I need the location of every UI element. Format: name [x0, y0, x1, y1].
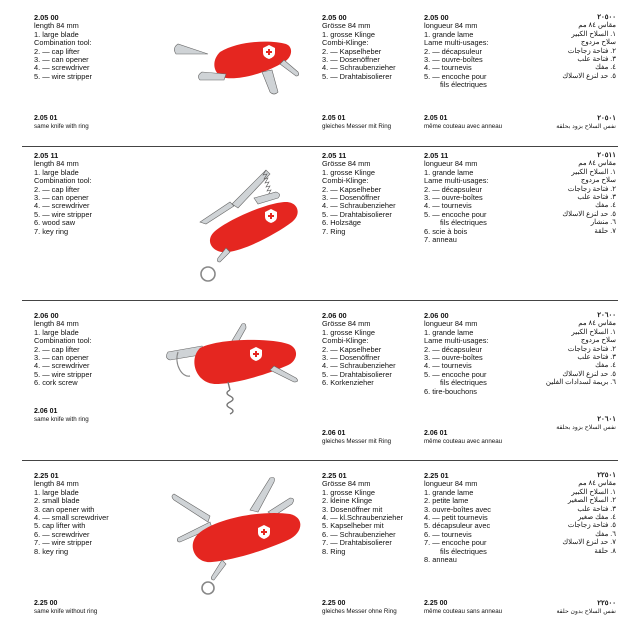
catalog-entry [0, 312, 640, 452]
variant-note-en: 2.05 01 same knife with ring [34, 115, 89, 130]
section-divider [22, 300, 618, 301]
description-fr: 2.05 00 longueur 84 mm 1. grande lame Lame multi-usages: 2. — décapsuleur 3. — ouvre-boîtes 4. — tournevis 5. — encoche pour fils électriques [424, 13, 489, 90]
article-code: 2.05 00 [34, 13, 59, 22]
variant-note-ar: ٢٠٥٠١ نفس السلاح بزود بحلقة [556, 115, 616, 130]
description-ar: ٢٢٥٠١ مقاس ٨٤ مم ١. السلاح الكبير ٢. السلاح الصغير ٣. فتاحة علب ٤. مفك صغير ٥. فتاحة زجاجات ٦. مفك ٧. حد لنزع الاسلاك ٨. حلقة [562, 472, 616, 555]
section-divider [22, 460, 618, 461]
variant-note-fr: 2.25 00 même couteau sans anneau [424, 600, 503, 615]
knife-illustration [170, 162, 320, 287]
variant-note-ar: ٢٢٥٠٠ نفس السلاح بدون حلقة [556, 600, 616, 615]
description-fr: 2.25 01 longueur 84 mm 1. grande lame 2. petite lame 3. ouvre-boîtes avec 4. — petit tournevis 5. décapsuleur avec 6. — tournevis 7. — encoche pour fils électriques 8. anneau [424, 471, 491, 565]
catalog-entry [0, 152, 640, 302]
knife-illustration [150, 318, 310, 428]
description-ar: ٢٠٥٠٠ مقاس ٨٤ مم ١. السلاح الكبير سلاح مزدوج ٢. فتاحة زجاجات ٣. فتاحة علب ٤. مفك ٥. حد لنزع الاسلاك [562, 14, 616, 80]
catalog-entry [0, 472, 640, 627]
variant-note-en: 2.25 00 same knife without ring [34, 600, 98, 615]
description-en: 2.25 01 length 84 mm 1. large blade 2. small blade 3. can opener with 4. — small screwdriver 5. cap lifter with 6. — screwdriver 7. — wire stripper 8. key ring [34, 472, 184, 556]
variant-note-fr: 2.06 01 même couteau avec anneau [424, 430, 503, 445]
description-ar: ٢٠٥١١ مقاس ٨٤ مم ١. السلاح الكبير سلاح مزدوج ٢. فتاحة زجاجات ٣. فتاحة علب ٤. مفك ٥. حد لنزع الاسلاك ٦. منشار ٧. حلقة [562, 152, 616, 235]
description-ar: ٢٠٦٠٠ مقاس ٨٤ مم ١. السلاح الكبير سلاح مزدوج ٢. فتاحة زجاجات ٣. فتاحة علب ٤. مفك ٥. حد لنزع الاسلاك ٦. بريمة لسدادات الفلين [545, 312, 616, 387]
variant-note-de: 2.25 00 gleiches Messer ohne Ring [322, 600, 397, 615]
description-de: 2.25 01 Grösse 84 mm 1. grosse Klinge 2. kleine Klinge 3. Dosenöffner mit 4. — kl.Schraubenzieher 5. Kapselheber mit 6. — Schraubenzieher 7. — Drahtabisolierer 8. Ring [322, 471, 403, 556]
description-fr: 2.05 11 longueur 84 mm 1. grande lame Lame multi-usages: 2. — décapsuleur 3. — ouvre-boîtes 4. — tournevis 5. — encoche pour fils électriques 6. scie à bois 7. anneau [424, 151, 489, 245]
description-de: 2.05 00 Grösse 84 mm 1. grosse Klinge Combi-Klinge: 2. — Kapselheber 3. — Dosenöffner 4. — Schraubenzieher 5. — Drahtabisolierer [322, 13, 396, 81]
article-code: 2.05 11 [34, 151, 59, 160]
article-code: 2.06 00 [34, 311, 59, 320]
description-fr: 2.06 00 longueur 84 mm 1. grande lame Lame multi-usages: 2. — décapsuleur 3. — ouvre-boîtes 4. — tournevis 5. — encoche pour fils électriques 6. tire-bouchons [424, 311, 489, 396]
section-divider [22, 146, 618, 147]
description-en: 2.05 00 length 84 mm 1. large blade Combination tool: 2. — cap lifter 3. — can opener 4. — screwdriver 5. — wire stripper [34, 14, 184, 81]
description-en: 2.05 11 length 84 mm 1. large blade Combination tool: 2. — cap lifter 3. — can opener 4. — screwdriver 5. — wire stripper 6. wood saw 7. key ring [34, 152, 184, 236]
knife-illustration [160, 14, 310, 109]
variant-note-en: 2.06 01 same knife with ring [34, 408, 89, 423]
description-de: 2.05 11 Grösse 84 mm 1. grosse Klinge Combi-Klinge: 2. — Kapselheber 3. — Dosenöffner 4. — Schraubenzieher 5. — Drahtabisolierer 6. Holzsäge 7. Ring [322, 151, 396, 236]
variant-note-de: 2.06 01 gleiches Messer mit Ring [322, 430, 392, 445]
knife-illustration [150, 472, 315, 597]
variant-note-ar: ٢٠٦٠١ نفس السلاح بزود بحلقة [556, 416, 616, 431]
description-en: 2.06 00 length 84 mm 1. large blade Combination tool: 2. — cap lifter 3. — can opener 4. — screwdriver 5. — wire stripper 6. cork screw [34, 312, 184, 388]
catalog-entry [0, 0, 640, 140]
description-de: 2.06 00 Grösse 84 mm 1. grosse Klinge Combi-Klinge: 2. — Kapselheber 3. — Dosenöffner 4. — Schraubenzieher 5. — Drahtabisolierer 6. Korkenzieher [322, 311, 396, 388]
article-code: 2.25 01 [34, 471, 59, 480]
variant-note-fr: 2.05 01 même couteau avec anneau [424, 115, 503, 130]
variant-note-de: 2.05 01 gleiches Messer mit Ring [322, 115, 392, 130]
